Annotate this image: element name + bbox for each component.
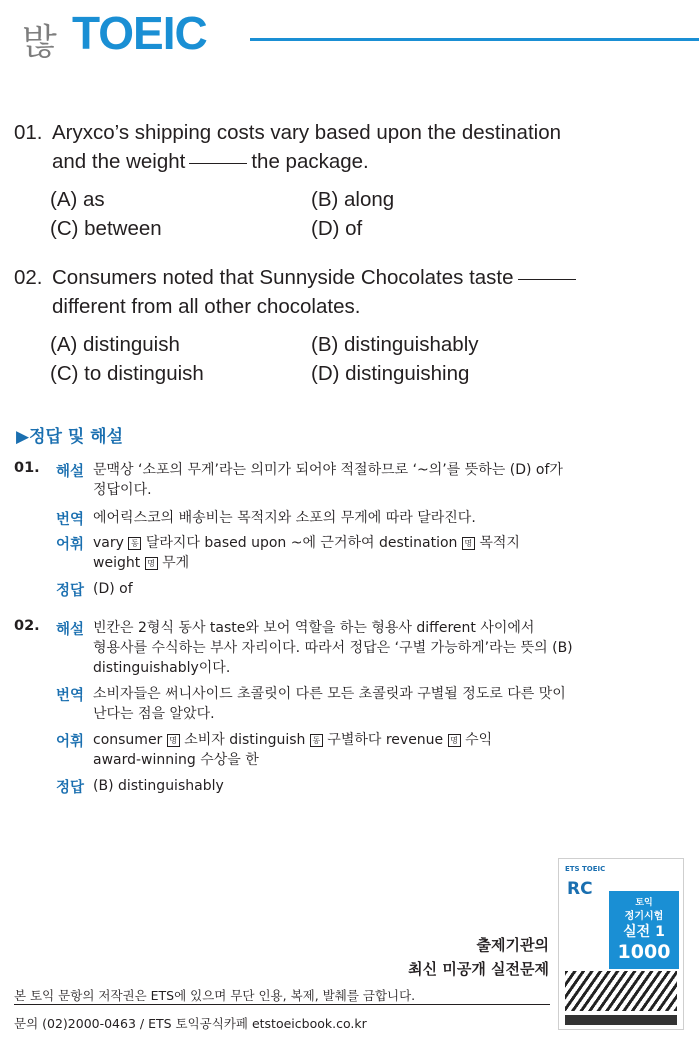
book-footer-band xyxy=(565,1015,677,1025)
explanation-tag: 해설 xyxy=(56,622,85,638)
book-title-line: 정기시험 xyxy=(624,911,664,922)
explanation-text: 형용사를 수식하는 부사 자리이다. 따라서 정답은 ‘구별 가능하게’라는 뜻의 (B) xyxy=(93,640,573,656)
book-title-panel xyxy=(609,891,679,969)
logo-mark: 밚 xyxy=(22,22,55,63)
answers-heading: ▶정답 및 해설 xyxy=(16,427,124,447)
verb-marker: 동 xyxy=(128,537,141,550)
explanation-text: 문맥상 ‘소포의 무게’라는 의미가 되어야 적절하므로 ‘~의’를 뜻하는 (D) of가 xyxy=(93,462,563,478)
vocabulary-text xyxy=(93,730,613,750)
vocabulary-tag: 어휘 xyxy=(56,734,85,750)
option-d: (D) distinguishing xyxy=(311,362,470,385)
promo-line: 출제기관의 xyxy=(476,936,549,954)
translation-text: 난다는 점을 알았다. xyxy=(93,706,215,722)
translation-text: 에어릭스코의 배송비는 목적지와 소포의 무게에 따라 달라진다. xyxy=(93,510,476,526)
vocab-word: weight xyxy=(93,555,141,571)
answer-text: (B) distinguishably xyxy=(93,778,224,794)
vocabulary-text xyxy=(93,533,613,553)
vocab-word: 목적지 xyxy=(479,535,520,551)
option-c: (C) to distinguish xyxy=(50,362,204,385)
answer-blank xyxy=(518,279,576,280)
explanation-text: 정답이다. xyxy=(93,482,152,498)
option-a: (A) as xyxy=(50,188,105,211)
option-b: (B) along xyxy=(311,188,395,211)
question-text-line xyxy=(52,147,369,176)
explanation-text: 빈칸은 2형식 동사 taste와 보어 역할을 하는 형용사 different 사이에서 xyxy=(93,620,535,636)
footer-rule xyxy=(14,1004,550,1005)
vocab-word: 달라지다 based upon ~에 근거하여 destination xyxy=(145,535,458,551)
vocab-word: 소비자 distinguish xyxy=(184,732,306,748)
noun-marker: 명 xyxy=(145,557,158,570)
header-rule xyxy=(250,38,699,41)
explanation-text: distinguishably이다. xyxy=(93,660,231,676)
vocab-word: consumer xyxy=(93,732,163,748)
contact-info: 문의 (02)2000-0463 / ETS 토익공식카페 etstoeicbook.co.kr xyxy=(14,1016,367,1031)
book-cover-image xyxy=(558,858,684,1030)
option-a: (A) distinguish xyxy=(50,333,180,356)
book-title-line: 1000 xyxy=(617,941,671,963)
question-number: 02. xyxy=(14,266,43,289)
translation-tag: 번역 xyxy=(56,512,85,528)
question-text-line: different from all other chocolates. xyxy=(52,295,361,318)
translation-text: 소비자들은 써니사이드 초콜릿이 다른 모든 초콜릿과 구별될 정도로 다른 맛이 xyxy=(93,686,566,702)
question-text-line xyxy=(52,263,580,292)
question-number: 01. xyxy=(14,121,43,144)
option-b: (B) distinguishably xyxy=(311,333,479,356)
vocab-word: 무게 xyxy=(162,555,190,571)
vocab-word: vary xyxy=(93,535,124,551)
answer-tag: 정답 xyxy=(56,583,85,599)
book-stripe-pattern xyxy=(565,971,677,1011)
answer-text: (D) of xyxy=(93,581,133,597)
question-text: and the weight xyxy=(52,150,186,173)
question-text: the package. xyxy=(251,150,369,173)
vocab-word: 구별하다 revenue xyxy=(327,732,444,748)
book-title-line: 토익 xyxy=(635,898,653,908)
answer-blank xyxy=(189,163,247,164)
book-title-line: 실전 1 xyxy=(623,924,665,940)
noun-marker: 명 xyxy=(167,734,180,747)
explanation-tag: 해설 xyxy=(56,464,85,480)
answer-tag: 정답 xyxy=(56,780,85,796)
noun-marker: 명 xyxy=(462,537,475,550)
question-text-line: Aryxco’s shipping costs vary based upon the destination xyxy=(52,121,562,144)
translation-tag: 번역 xyxy=(56,688,85,704)
option-d: (D) of xyxy=(311,217,363,240)
noun-marker: 명 xyxy=(448,734,461,747)
vocabulary-text: award-winning 수상을 한 xyxy=(93,752,259,768)
question-text: Consumers noted that Sunnyside Chocolates taste xyxy=(52,266,514,289)
promo-line: 최신 미공개 실전문제 xyxy=(408,960,549,978)
answer-number: 01. xyxy=(14,460,40,476)
vocabulary-tag: 어휘 xyxy=(56,537,85,553)
copyright-notice: 본 토익 문항의 저작권은 ETS에 있으며 무단 인용, 복제, 발췌를 금합니다. xyxy=(14,988,416,1003)
vocabulary-text xyxy=(93,553,613,573)
answer-number: 02. xyxy=(14,618,40,634)
book-rc-label: RC xyxy=(567,879,593,899)
option-c: (C) between xyxy=(50,217,162,240)
book-ets-label: ETS TOEIC xyxy=(565,865,606,873)
toeic-logo: TOEIC xyxy=(72,7,207,59)
vocab-word: 수익 xyxy=(465,732,493,748)
verb-marker: 동 xyxy=(310,734,323,747)
